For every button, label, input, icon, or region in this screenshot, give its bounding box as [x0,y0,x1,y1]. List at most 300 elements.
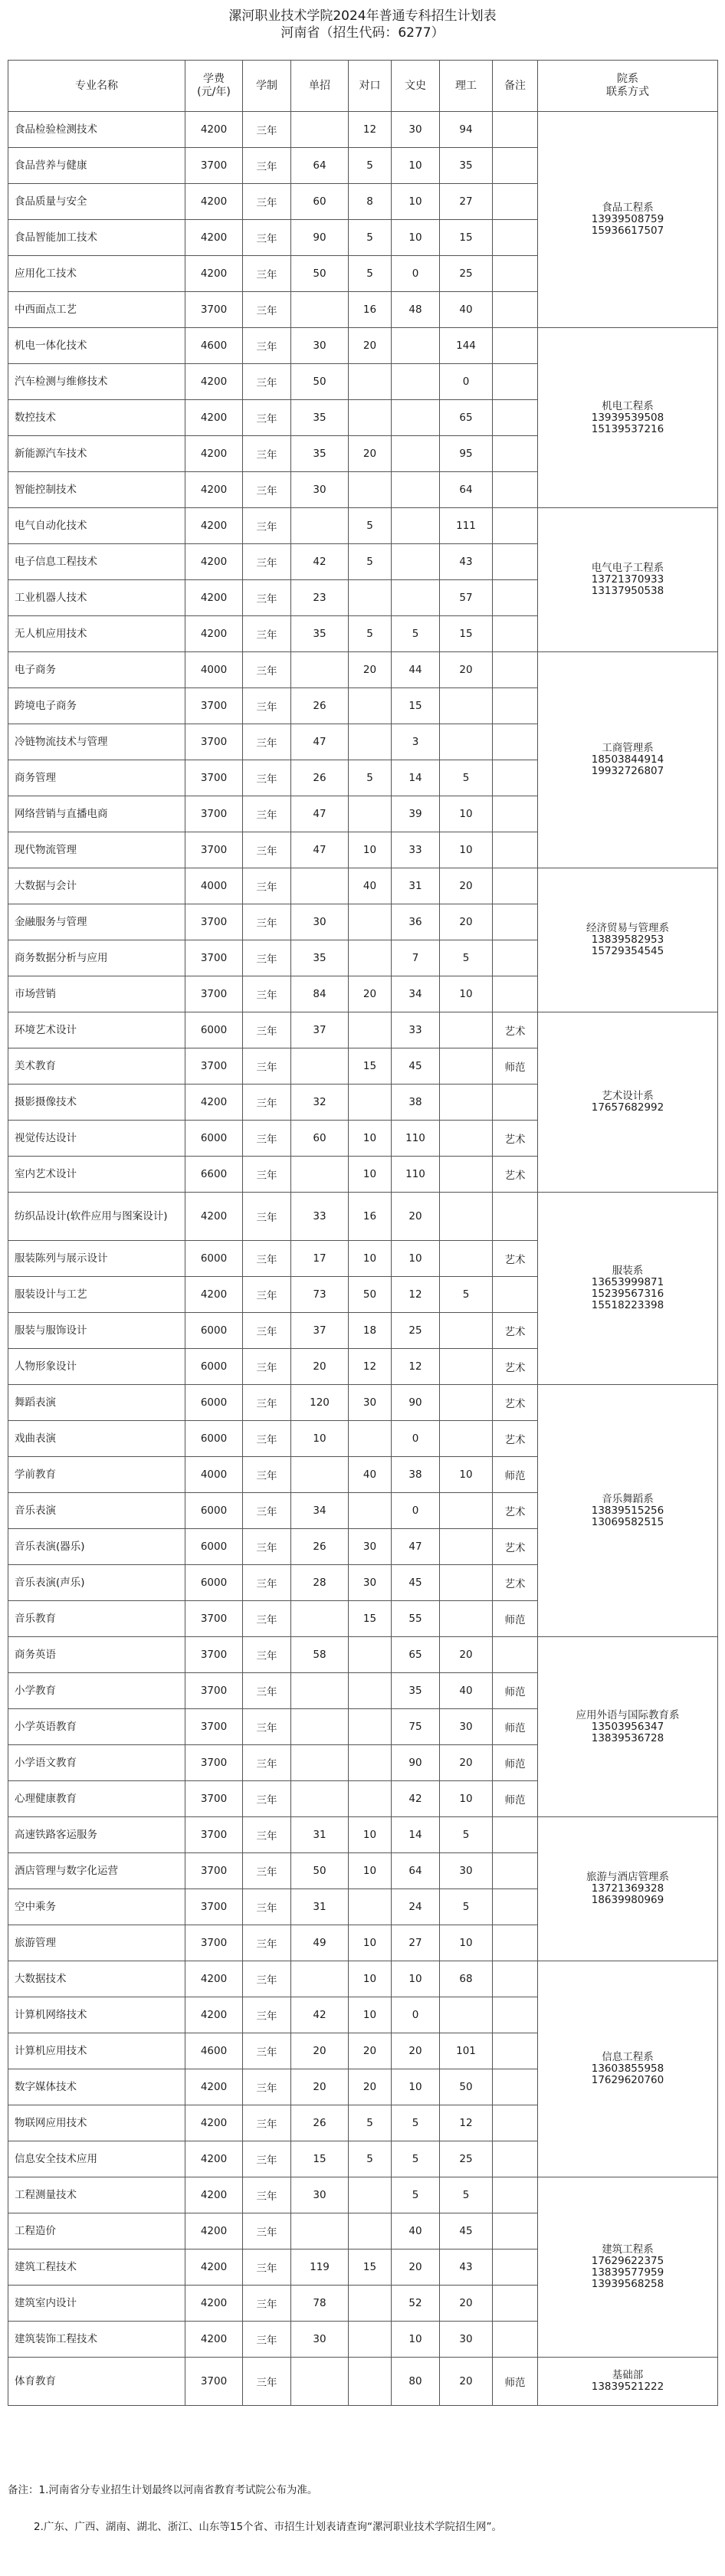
cell-years: 三年 [243,1853,291,1889]
cell-major: 小学英语教育 [8,1709,185,1745]
cell-single: 47 [291,724,349,760]
cell-years: 三年 [243,544,291,580]
cell-arts: 15 [392,688,440,724]
cell-counterpart [349,2286,392,2322]
cell-years: 三年 [243,1085,291,1121]
cell-remark: 师范 [493,1745,538,1781]
cell-arts: 65 [392,1637,440,1673]
cell-years: 三年 [243,1193,291,1241]
cell-science: 57 [440,580,493,616]
cell-counterpart: 30 [349,1565,392,1601]
cell-science: 111 [440,508,493,544]
cell-years: 三年 [243,1709,291,1745]
cell-science: 20 [440,2358,493,2406]
cell-arts: 20 [392,2249,440,2286]
dept-phone: 15518223398 [591,1299,664,1311]
cell-science [440,1565,493,1601]
cell-science [440,688,493,724]
cell-counterpart [349,472,392,508]
cell-counterpart [349,364,392,400]
cell-science: 25 [440,2141,493,2177]
cell-arts [392,544,440,580]
cell-remark: 艺术 [493,1421,538,1457]
cell-counterpart: 20 [349,2033,392,2069]
cell-years: 三年 [243,1012,291,1048]
cell-major: 建筑室内设计 [8,2286,185,2322]
cell-years: 三年 [243,1048,291,1085]
cell-arts: 31 [392,868,440,904]
cell-counterpart: 5 [349,2141,392,2177]
cell-single: 30 [291,904,349,940]
cell-single: 26 [291,1529,349,1565]
cell-fee: 4200 [185,2141,243,2177]
header-counterpart: 对口 [349,61,392,112]
dept-phone: 15729354545 [591,945,664,957]
cell-major: 高速铁路客运服务 [8,1817,185,1853]
cell-major: 服装陈列与展示设计 [8,1241,185,1277]
dept-phone: 18503844914 [591,753,664,766]
cell-arts: 48 [392,292,440,328]
cell-single: 47 [291,796,349,832]
cell-arts: 7 [392,940,440,976]
cell-fee: 3700 [185,1709,243,1745]
cell-single [291,1961,349,1997]
cell-single: 35 [291,616,349,652]
cell-counterpart: 20 [349,652,392,688]
cell-major: 汽车检测与维修技术 [8,364,185,400]
cell-years: 三年 [243,400,291,436]
cell-remark: 艺术 [493,1121,538,1157]
cell-science: 43 [440,2249,493,2286]
cell-single: 35 [291,436,349,472]
cell-arts: 0 [392,1493,440,1529]
dept-name: 信息工程系 [602,2051,654,2063]
cell-remark [493,2322,538,2358]
cell-major: 大数据与会计 [8,868,185,904]
header-row [8,61,718,112]
cell-arts: 10 [392,2069,440,2105]
dept-phone: 15936617507 [591,225,664,237]
cell-remark [493,2286,538,2322]
cell-years: 三年 [243,1997,291,2033]
dept-contact-cell [538,868,718,1012]
cell-remark: 师范 [493,1457,538,1493]
cell-fee: 3700 [185,688,243,724]
cell-years: 三年 [243,904,291,940]
cell-arts: 10 [392,1241,440,1277]
cell-science [440,1121,493,1157]
cell-major: 机电一体化技术 [8,328,185,364]
dept-name: 电气电子工程系 [591,562,664,574]
cell-years: 三年 [243,1817,291,1853]
dept-name: 建筑工程系 [602,2243,654,2256]
cell-arts: 10 [392,220,440,256]
cell-remark [493,1817,538,1853]
cell-major: 旅游管理 [8,1925,185,1961]
cell-remark [493,1637,538,1673]
cell-single: 119 [291,2249,349,2286]
header-dept-line2: 联系方式 [606,86,649,98]
cell-fee: 6000 [185,1349,243,1385]
cell-remark: 艺术 [493,1493,538,1529]
dept-phone: 13839582953 [591,934,664,946]
cell-single: 37 [291,1012,349,1048]
cell-counterpart [349,1421,392,1457]
cell-major: 应用化工技术 [8,256,185,292]
cell-major: 大数据技术 [8,1961,185,1997]
cell-remark [493,256,538,292]
cell-years: 三年 [243,1565,291,1601]
cell-years: 三年 [243,184,291,220]
dept-phone: 13939508759 [591,213,664,225]
cell-counterpart [349,1673,392,1709]
cell-arts: 36 [392,904,440,940]
cell-science: 20 [440,868,493,904]
cell-arts: 10 [392,2322,440,2358]
cell-major: 小学语文教育 [8,1745,185,1781]
cell-major: 电子信息工程技术 [8,544,185,580]
cell-science: 0 [440,364,493,400]
cell-science [440,1349,493,1385]
cell-years: 三年 [243,2213,291,2249]
cell-counterpart [349,796,392,832]
cell-science: 5 [440,1817,493,1853]
cell-years: 三年 [243,220,291,256]
cell-counterpart [349,1493,392,1529]
cell-arts: 25 [392,1313,440,1349]
cell-science: 94 [440,112,493,148]
cell-years: 三年 [243,508,291,544]
cell-remark: 艺术 [493,1012,538,1048]
cell-years: 三年 [243,1157,291,1193]
dept-phone: 13069582515 [591,1515,664,1528]
header-arts: 文史 [392,61,440,112]
cell-major: 市场营销 [8,976,185,1012]
cell-single: 20 [291,1349,349,1385]
cell-fee: 3700 [185,1925,243,1961]
cell-single [291,1457,349,1493]
cell-years: 三年 [243,796,291,832]
cell-major: 学前教育 [8,1457,185,1493]
cell-years: 三年 [243,2286,291,2322]
cell-science: 45 [440,2213,493,2249]
notes [8,2482,717,2555]
cell-single: 26 [291,2105,349,2141]
dept-name: 工商管理系 [602,742,654,754]
cell-counterpart: 30 [349,1385,392,1421]
cell-fee: 3700 [185,1048,243,1085]
cell-single: 120 [291,1385,349,1421]
cell-arts: 12 [392,1277,440,1313]
cell-major: 计算机应用技术 [8,2033,185,2069]
cell-years: 三年 [243,652,291,688]
cell-arts: 35 [392,1673,440,1709]
cell-arts: 39 [392,796,440,832]
cell-arts [392,364,440,400]
cell-fee: 3700 [185,724,243,760]
dept-contact-cell [538,328,718,508]
dept-phone: 13721369328 [591,1882,664,1895]
cell-remark: 艺术 [493,1349,538,1385]
cell-single: 50 [291,364,349,400]
cell-counterpart: 10 [349,1817,392,1853]
dept-phone: 18639980969 [591,1894,664,1906]
cell-remark [493,688,538,724]
dept-name: 机电工程系 [602,399,654,412]
dept-phone: 13839577959 [591,2266,664,2279]
cell-fee: 4200 [185,1085,243,1121]
cell-counterpart: 20 [349,328,392,364]
cell-science [440,1241,493,1277]
cell-major: 心理健康教育 [8,1781,185,1817]
cell-science: 30 [440,1709,493,1745]
cell-fee: 6000 [185,1241,243,1277]
cell-major: 无人机应用技术 [8,616,185,652]
cell-years: 三年 [243,1673,291,1709]
cell-arts: 47 [392,1529,440,1565]
cell-years: 三年 [243,148,291,184]
cell-years: 三年 [243,868,291,904]
cell-fee: 4600 [185,2033,243,2069]
cell-remark [493,184,538,220]
cell-counterpart [349,1781,392,1817]
cell-science: 10 [440,976,493,1012]
cell-major: 纺织品设计(软件应用与图案设计) [8,1193,185,1241]
header-dept [538,61,718,112]
cell-remark [493,2141,538,2177]
cell-counterpart: 5 [349,148,392,184]
cell-counterpart [349,1709,392,1745]
cell-single [291,1709,349,1745]
dept-contact-cell [538,1012,718,1193]
cell-fee: 4200 [185,112,243,148]
cell-remark [493,1925,538,1961]
dept-contact-cell [538,1193,718,1385]
cell-counterpart: 10 [349,1853,392,1889]
cell-remark [493,1997,538,2033]
cell-science: 43 [440,544,493,580]
cell-fee: 3700 [185,1889,243,1925]
cell-remark [493,328,538,364]
cell-arts: 27 [392,1925,440,1961]
cell-science [440,1601,493,1637]
cell-years: 三年 [243,724,291,760]
cell-years: 三年 [243,1745,291,1781]
cell-years: 三年 [243,328,291,364]
header-single: 单招 [291,61,349,112]
cell-single: 32 [291,1085,349,1121]
cell-single: 37 [291,1313,349,1349]
cell-science [440,1157,493,1193]
cell-single [291,1745,349,1781]
cell-fee: 6000 [185,1529,243,1565]
cell-years: 三年 [243,1961,291,1997]
table-body [8,112,718,2406]
cell-remark [493,1277,538,1313]
cell-years: 三年 [243,1349,291,1385]
cell-science: 20 [440,1637,493,1673]
dept-phone: 13939539508 [591,411,664,424]
cell-arts: 12 [392,1349,440,1385]
cell-years: 三年 [243,1421,291,1457]
cell-single [291,1781,349,1817]
cell-counterpart: 8 [349,184,392,220]
dept-name: 食品工程系 [602,202,654,214]
cell-science: 15 [440,616,493,652]
dept-phone: 19932726807 [591,765,664,777]
cell-fee: 3700 [185,292,243,328]
cell-major: 商务英语 [8,1637,185,1673]
cell-years: 三年 [243,1925,291,1961]
table-row [8,328,718,364]
cell-counterpart: 10 [349,1997,392,2033]
cell-counterpart [349,400,392,436]
cell-counterpart: 10 [349,832,392,868]
cell-counterpart: 10 [349,1121,392,1157]
cell-counterpart [349,580,392,616]
cell-major: 食品检验检测技术 [8,112,185,148]
cell-science: 30 [440,1853,493,1889]
cell-remark [493,112,538,148]
cell-fee: 4200 [185,436,243,472]
cell-fee: 3700 [185,796,243,832]
cell-counterpart [349,904,392,940]
cell-counterpart [349,724,392,760]
cell-single [291,2358,349,2406]
cell-remark: 艺术 [493,1241,538,1277]
dept-name: 旅游与酒店管理系 [586,1871,669,1883]
cell-single [291,868,349,904]
cell-single: 35 [291,940,349,976]
cell-fee: 6000 [185,1493,243,1529]
cell-fee: 3700 [185,1745,243,1781]
cell-single [291,1601,349,1637]
cell-fee: 4200 [185,400,243,436]
cell-remark: 艺术 [493,1313,538,1349]
cell-arts: 64 [392,1853,440,1889]
cell-fee: 6000 [185,1012,243,1048]
cell-fee: 4200 [185,256,243,292]
cell-arts: 44 [392,652,440,688]
cell-fee: 4200 [185,2249,243,2286]
cell-arts: 5 [392,616,440,652]
note-2: 2.广东、广西、湖南、湖北、浙江、山东等15个省、市招生计划表请查询“漯河职业技术学院招生网”。 [34,2521,503,2533]
cell-science: 101 [440,2033,493,2069]
cell-fee: 4000 [185,868,243,904]
cell-remark [493,868,538,904]
cell-science: 10 [440,1925,493,1961]
cell-counterpart: 5 [349,220,392,256]
cell-fee: 3700 [185,940,243,976]
cell-arts: 5 [392,2177,440,2213]
cell-fee: 6000 [185,1121,243,1157]
cell-years: 三年 [243,2249,291,2286]
cell-major: 中西面点工艺 [8,292,185,328]
enrollment-plan-table [8,60,718,2406]
cell-major: 工程测量技术 [8,2177,185,2213]
cell-single: 30 [291,2322,349,2358]
page-subtitle: 河南省（招生代码：6277） [280,25,445,41]
cell-science: 144 [440,328,493,364]
cell-years: 三年 [243,2033,291,2069]
cell-years: 三年 [243,1277,291,1313]
cell-single: 20 [291,2033,349,2069]
dept-phone: 13721370933 [591,573,664,586]
dept-phone: 13939568258 [591,2278,664,2290]
cell-remark [493,1193,538,1241]
cell-science [440,1313,493,1349]
cell-counterpart [349,2358,392,2406]
cell-science [440,1493,493,1529]
cell-single: 60 [291,1121,349,1157]
cell-single [291,1048,349,1085]
cell-years: 三年 [243,832,291,868]
cell-years: 三年 [243,940,291,976]
table-row [8,868,718,904]
cell-counterpart: 40 [349,1457,392,1493]
cell-fee: 6000 [185,1565,243,1601]
cell-single: 31 [291,1889,349,1925]
cell-remark [493,724,538,760]
cell-major: 商务管理 [8,760,185,796]
cell-single: 33 [291,1193,349,1241]
cell-major: 计算机网络技术 [8,1997,185,2033]
cell-fee: 4000 [185,1457,243,1493]
cell-science [440,1421,493,1457]
cell-major: 环境艺术设计 [8,1012,185,1048]
cell-arts: 3 [392,724,440,760]
table-row [8,2358,718,2406]
cell-science: 65 [440,400,493,436]
cell-remark: 师范 [493,1048,538,1085]
header-major: 专业名称 [8,61,185,112]
cell-single: 15 [291,2141,349,2177]
dept-phone: 15139537216 [591,422,664,435]
cell-fee: 4200 [185,1277,243,1313]
cell-arts: 33 [392,832,440,868]
cell-major: 商务数据分析与应用 [8,940,185,976]
cell-years: 三年 [243,2141,291,2177]
cell-years: 三年 [243,1601,291,1637]
cell-counterpart: 20 [349,436,392,472]
cell-major: 室内艺术设计 [8,1157,185,1193]
cell-years: 三年 [243,1313,291,1349]
cell-arts: 110 [392,1157,440,1193]
cell-single: 50 [291,1853,349,1889]
cell-fee: 4200 [185,508,243,544]
cell-major: 跨境电子商务 [8,688,185,724]
cell-arts: 55 [392,1601,440,1637]
cell-arts: 5 [392,2141,440,2177]
dept-phone: 13503956347 [591,1720,664,1733]
cell-years: 三年 [243,1781,291,1817]
cell-fee: 6000 [185,1385,243,1421]
cell-fee: 3700 [185,148,243,184]
cell-counterpart [349,1745,392,1781]
cell-remark [493,760,538,796]
cell-science: 5 [440,1889,493,1925]
cell-single [291,292,349,328]
cell-counterpart: 15 [349,1048,392,1085]
cell-remark: 艺术 [493,1157,538,1193]
table-row [8,1817,718,1853]
cell-major: 电气自动化技术 [8,508,185,544]
cell-single: 47 [291,832,349,868]
cell-single: 73 [291,1277,349,1313]
cell-fee: 3700 [185,1853,243,1889]
cell-arts: 40 [392,2213,440,2249]
cell-years: 三年 [243,256,291,292]
